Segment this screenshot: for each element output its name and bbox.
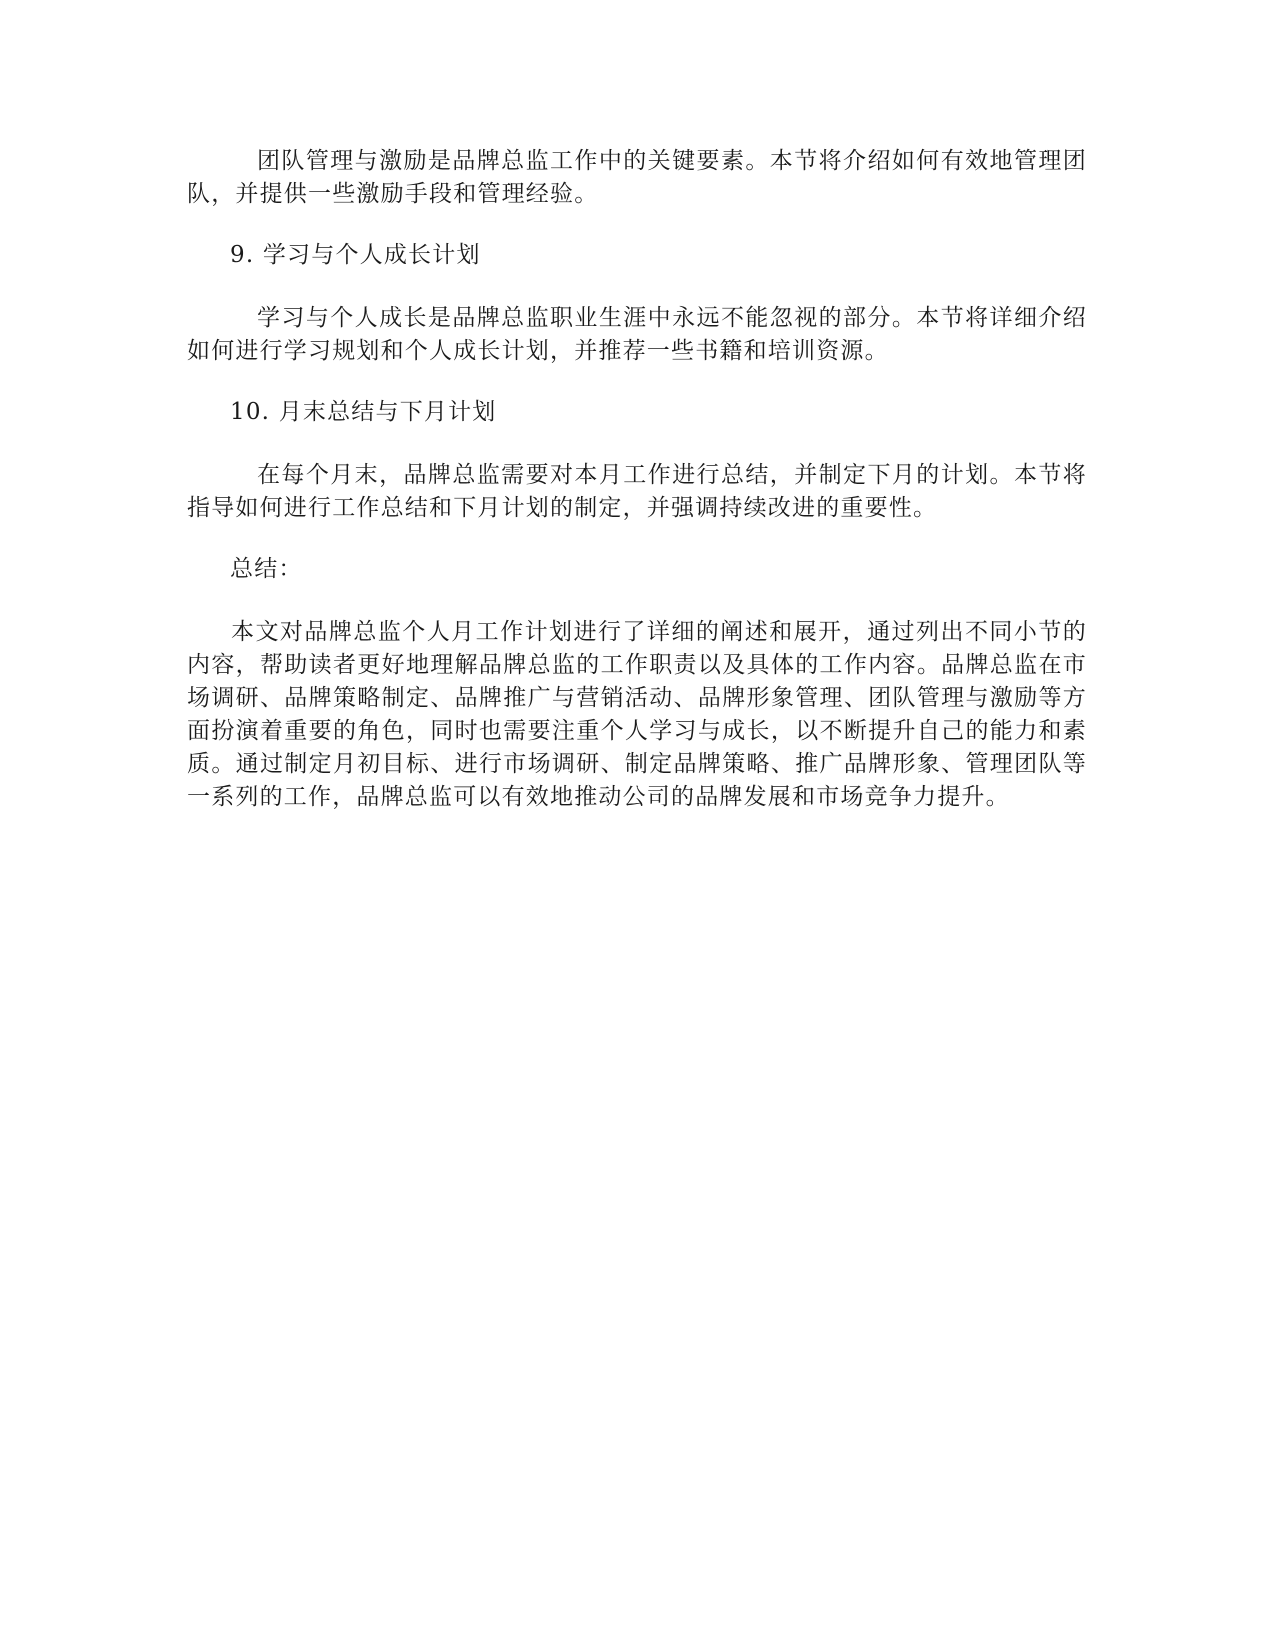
paragraph-learning-growth: 学习与个人成长是品牌总监职业生涯中永远不能忽视的部分。本节将详细介绍如何进行学习规划和个人成长计划，并推荐一些书籍和培训资源。 xyxy=(187,305,1087,364)
section-heading-10: 10. 月末总结与下月计划 xyxy=(230,399,497,425)
paragraph-team-management: 团队管理与激励是品牌总监工作中的关键要素。本节将介绍如何有效地管理团队，并提供一些激励手段和管理经验。 xyxy=(187,148,1087,207)
summary-heading: 总结： xyxy=(230,556,303,582)
document-body xyxy=(187,145,1087,814)
paragraph-month-end-summary: 在每个月末，品牌总监需要对本月工作进行总结，并制定下月的计划。本节将指导如何进行工作总结和下月计划的制定，并强调持续改进的重要性。 xyxy=(187,462,1087,521)
paragraph-conclusion: 本文对品牌总监个人月工作计划进行了详细的阐述和展开，通过列出不同小节的内容，帮助读者更好地理解品牌总监的工作职责以及具体的工作内容。品牌总监在市场调研、品牌策略制定、品牌推广与营销活动、品牌形象管理、团队管理与激励等方面扮演着重要的角色，同时也需要注重个人学习与成长，以不断提升自己的能力和素质。通过制定月初目标、进行市场调研、制定品牌策略、推广品牌形象、管理团队等一系列的工作，品牌总监可以有效地推动公司的品牌发展和市场竞争力提升。 xyxy=(187,619,1087,810)
section-heading-9: 9. 学习与个人成长计划 xyxy=(230,242,481,268)
